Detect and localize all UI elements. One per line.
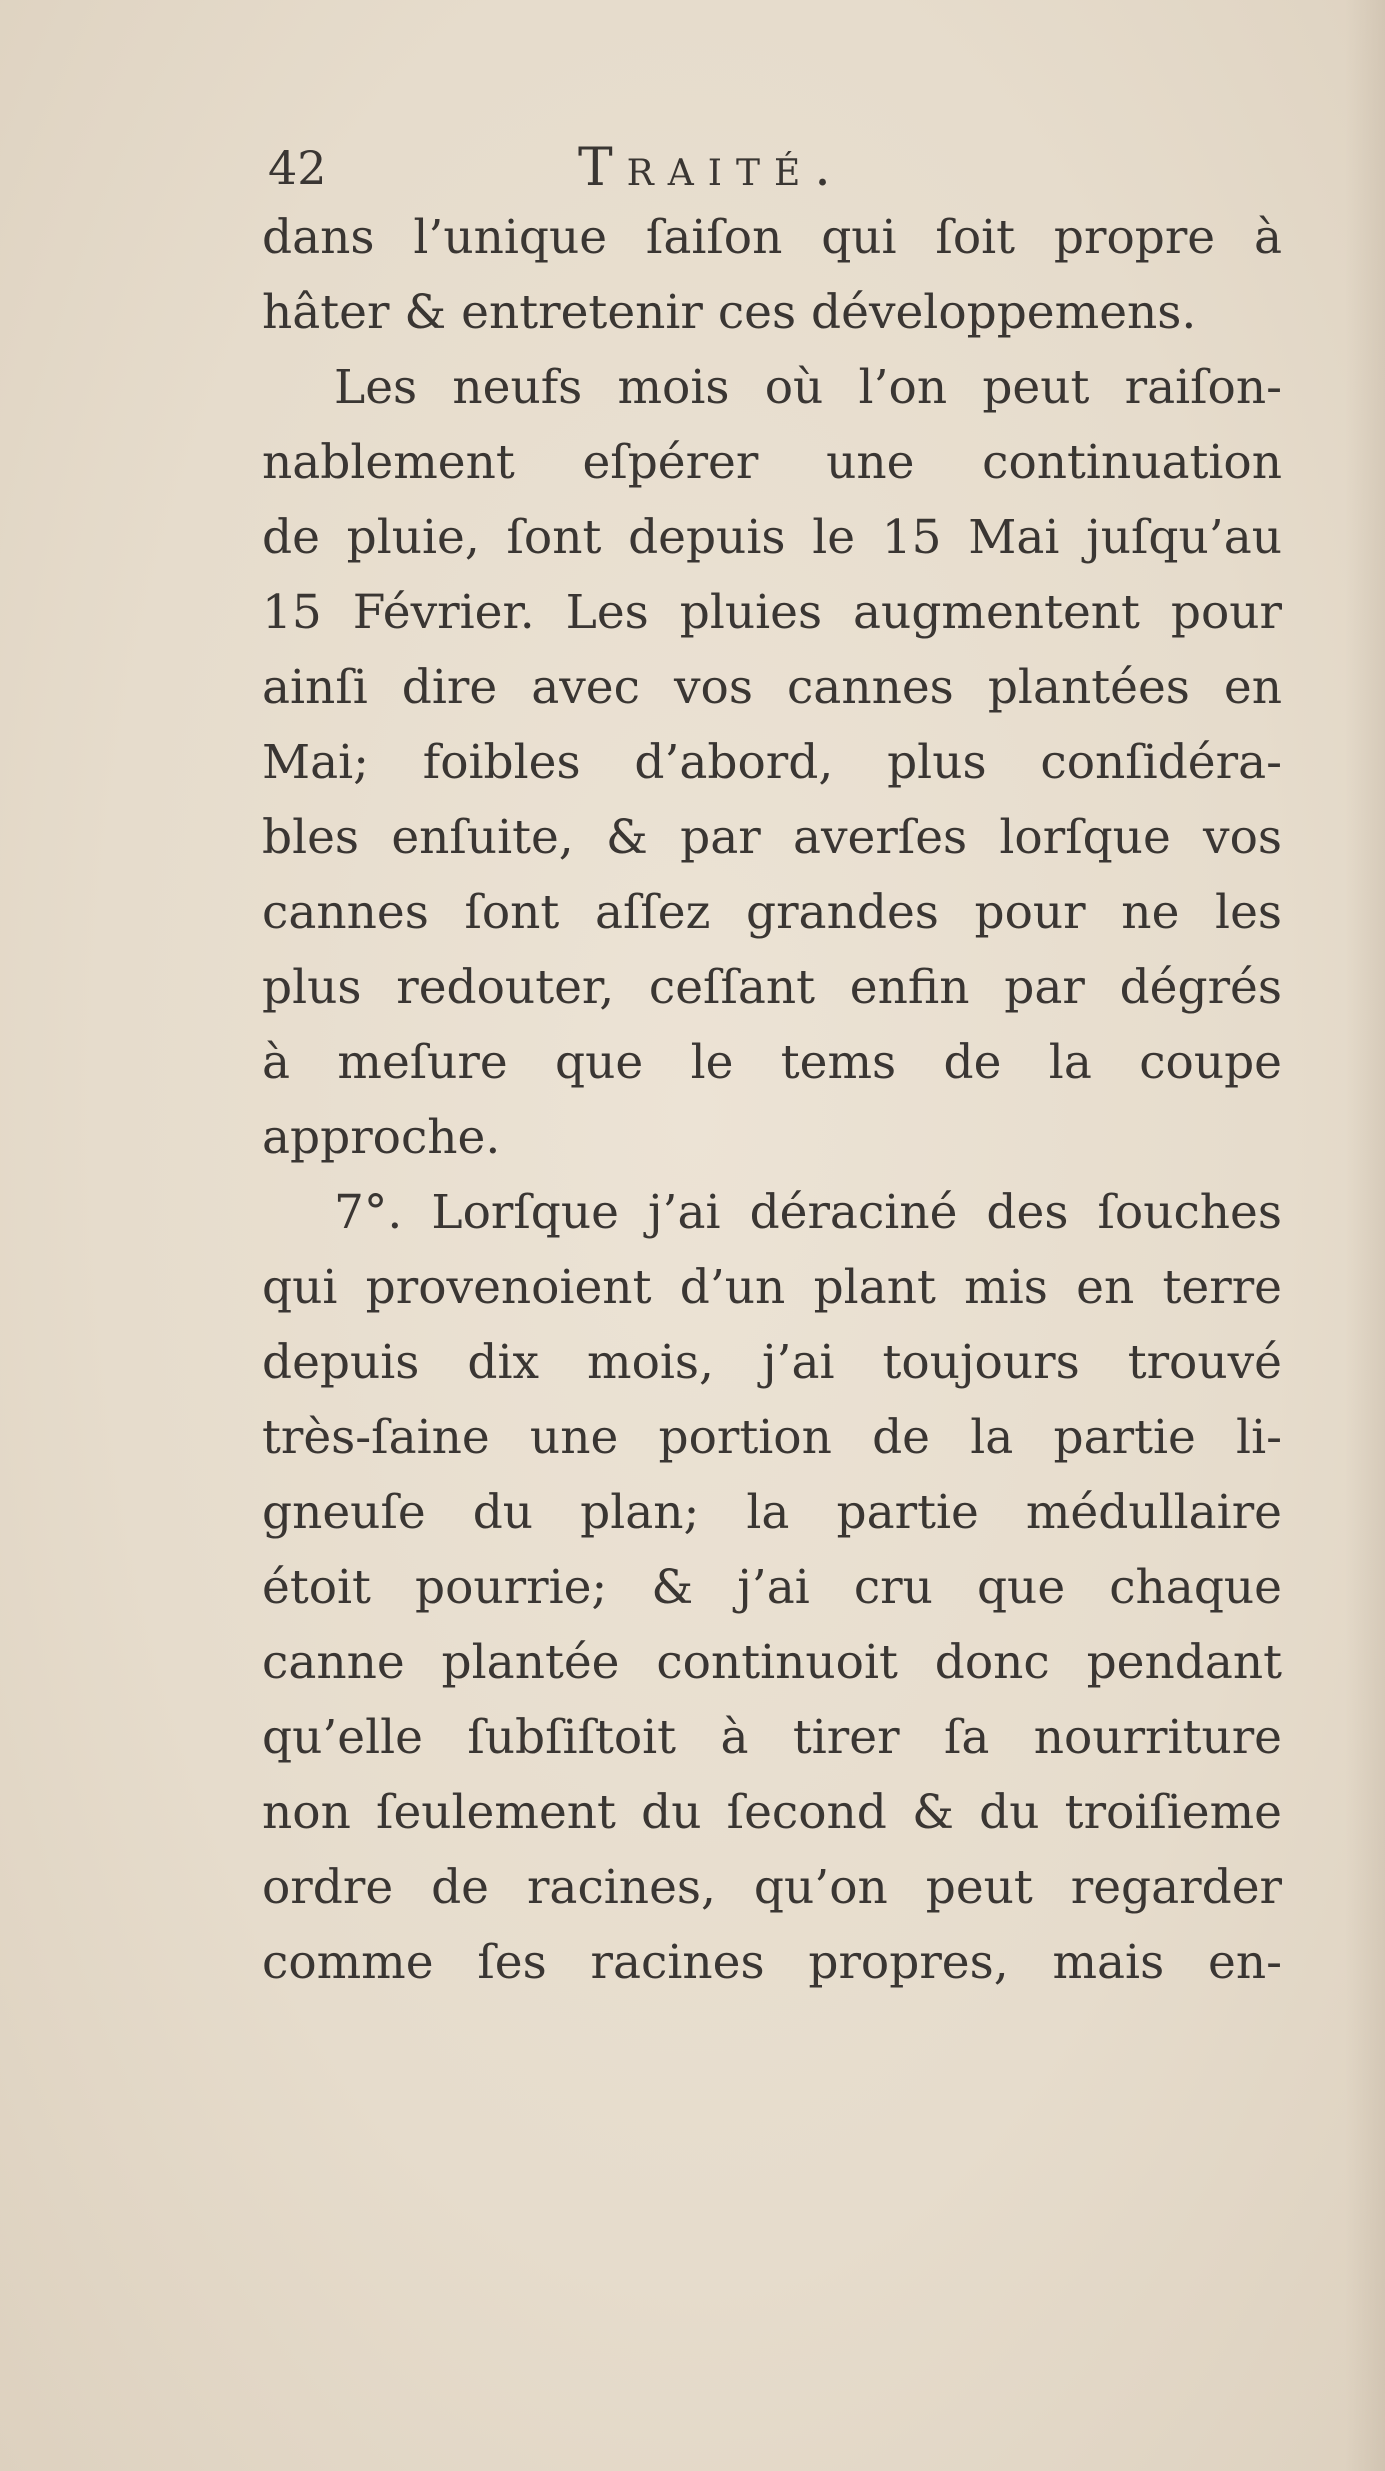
text-line: Mai; foibles d’abord, plus conſidéra- (262, 735, 1282, 790)
text-line: très-ſaine une portion de la partie li- (262, 1410, 1282, 1465)
text-line: Les neufs mois où l’on peut raiſon- (334, 360, 1282, 415)
text-line: 7°. Lorſque j’ai déraciné des ſouches (334, 1185, 1282, 1240)
page-number: 42 (268, 141, 327, 195)
text-line: qu’elle ſubſiſtoit à tirer ſa nourriture (262, 1710, 1282, 1765)
text-line: dans l’unique ſaiſon qui ſoit propre à (262, 210, 1282, 265)
text-line: qui provenoient d’un plant mis en terre (262, 1260, 1282, 1315)
text-line: bles enſuite, & par averſes lorſque vos (262, 810, 1282, 865)
text-line: approche. (262, 1110, 501, 1165)
text-line: étoit pourrie; & j’ai cru que chaque (262, 1560, 1282, 1615)
text-line: depuis dix mois, j’ai toujours trouvé (262, 1335, 1282, 1390)
text-line: ainſi dire avec vos cannes plantées en (262, 660, 1282, 715)
body-text (262, 200, 1282, 2000)
page-edge-shadow (1345, 0, 1385, 2471)
text-line: gneuſe du plan; la partie médullaire (262, 1485, 1282, 1540)
text-line: de pluie, ſont depuis le 15 Mai juſqu’au (262, 510, 1282, 565)
text-line: cannes ſont aſſez grandes pour ne les (262, 885, 1282, 940)
text-line: 15 Février. Les pluies augmentent pour (262, 585, 1282, 640)
text-line: à meſure que le tems de la coupe (262, 1035, 1282, 1090)
text-line: plus redouter, ceſſant enfin par dégrés (262, 960, 1282, 1015)
text-line: non ſeulement du ſecond & du troiſieme (262, 1785, 1282, 1840)
text-line: hâter & entretenir ces développemens. (262, 285, 1197, 340)
text-line: canne plantée continuoit donc pendant (262, 1635, 1282, 1690)
text-line: comme ſes racines propres, mais en- (262, 1935, 1282, 1990)
text-line: ordre de racines, qu’on peut regarder (262, 1860, 1282, 1915)
text-line: nablement eſpérer une continuation (262, 435, 1282, 490)
running-head: Traité. (578, 138, 845, 198)
